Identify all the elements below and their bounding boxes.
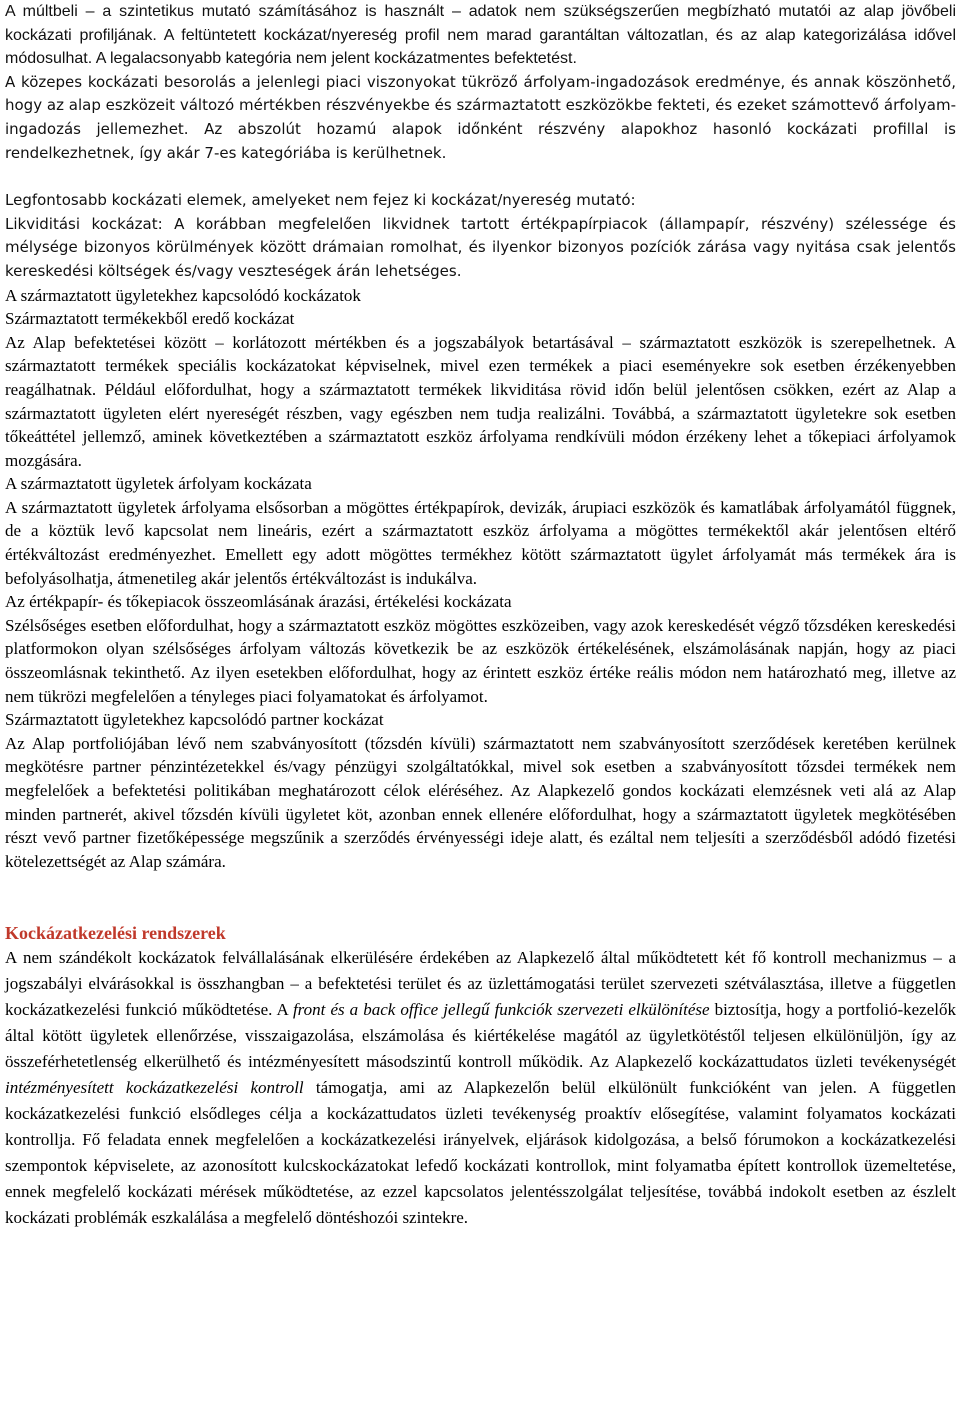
italic-phrase: front és a back office jellegű funkciók szervezeti elkülönítése xyxy=(292,1000,710,1020)
text-run: támogatja, ami az Alapkezelőn belül elkülönült funkcióként van jelen. A független kockázatkezelési funkció elsődleges célja a kockázattudatos üzleti tevékenység proaktív elősegítése, valamint folyamatos kockázati kontrollja. Fő feladata ennek megfelelően a kockázatkezelési irányelvek, eljárások kidolgozása, a belső fórumokon a kockázatkezelési szempontok képviselete, az azonosított kulcskockázatokat lefedő kockázati kontrollok, mint folyamatba épített kontrollok üzemeltetése, ennek megfelelő kockázati mérések működtetése, az ezzel kapcsolatos jelentésszolgálat teljesítése, továbbá indokolt esetben az észlelt kockázati problémák eszkalálása a megfelelő döntéshozói szintekre. xyxy=(5,1078,957,1228)
partner-risk-paragraph: Az Alap portfoliójában lévő nem szabványosított (tőzsdén kívüli) származtatott nem szabványosított szerződések keretében kerülnek megkötésre partner pénzintézetekkel és/vagy pénzügyi szolgáltatókkal, mivel sok esetben a szabványosított tőzsdei termékek nem megfelelőek a befektetési politikában meghatározott célok eléréséhez. Az Alapkezelő gondos kockázati elemzésnek veti alá az Alap minden partnerét, akivel tőzsdén kívüli ügyletet köt, azonban ennek ellenére előfordulhat, hogy a származtatott ügyletek megkötésében részt vevő partner fizetőképessége megszűnik a szerződés érvényességi ideje alatt, és ezáltal nem teljesíti a szerződésből adódó fizetési kötelezettségét az Alap számára. xyxy=(5,733,956,871)
section-title: Kockázatkezelési rendszerek xyxy=(5,923,226,944)
market-crash-risk-title: Az értékpapír- és tőkepiacok összeomlásának árazási, értékelési kockázata xyxy=(5,592,512,612)
intro-paragraph-2: A közepes kockázati besorolás a jelenlegi piaci viszonyokat tükröző árfolyam-ingadozások eredménye, és annak köszönhető, hogy az alap eszközeit változó mértékben részvényekbe és származtatott eszközökbe fekteti, és ezeket számottevő árfolyam-ingadozás jellemezhet. Az abszolút hozamú alapok időnként részvény alapokhoz hasonló kockázati profillal is rendelkezhetnek, így akár 7-es kategóriába is kerülhetnek. xyxy=(5,72,956,162)
risk-management-paragraph xyxy=(5,945,956,1231)
market-crash-risk-paragraph: Szélsőséges esetben előfordulhat, hogy a származtatott eszköz mögöttes eszközeiben, vagy azok kereskedését végző tőzsdéken kereskedési platformokon olyan szélsőséges árfolyam változás következik be az eszközök értékelésének, elszámolásának napján, hogy az piaci összeomlásnak tekinthető. Az ilyen esetekben előfordulhat, hogy az érintett eszköz értéke reális módon nem határozható meg, illetve az nem tükrözi megfelelően a tényleges piaci folyamatokat és árfolyamot. xyxy=(5,615,956,706)
derivative-price-risk-title: A származtatott ügyletek árfolyam kockázata xyxy=(5,474,312,494)
derivative-products-risk-title: Származtatott termékekből eredő kockázat xyxy=(5,309,295,329)
spacer xyxy=(5,165,956,189)
derivative-products-risk-paragraph: Az Alap befektetései között – korlátozott mértékben és a jogszabályok betartásával – származtatott eszközök is szerepelhetnek. A származtatott termékek speciális kockázatokat képviselnek, mivel ezen termékek a piaci eseményekre sok esetben érzékenyebben reagálhatnak. Például előfordulhat, hogy a származtatott termékek likviditása rövid időn belül jelentősen csökken, ezért az Alap a származtatott ügyleten elért nyereségét részben, vagy egészben nem tudja realizálni. Továbbá, a származtatott ügyletekre sok esetben tőkeáttétel jellemző, aminek következtében a származtatott eszköz árfolyama rendkívüli módon érzékeny lehet a tőkepiaci árfolyamok mozgására. xyxy=(5,332,956,470)
text-run: biztosítja, hogy a portfolió-kezelők által kötött ügyletek ellenőrzése, visszaigazolása, elszámolása és kiértékelése magától az ügyletkötéstől teljesen elkülönüljön, így az összeférhetetlenség elkerülhető és intézményesített másodszintű kontroll működik. Az Alapkezelő kockázattudatos üzleti tevékenységét xyxy=(5,1000,956,1072)
partner-risk-title: Származtatott ügyletekhez kapcsolódó partner kockázat xyxy=(5,710,384,730)
liquidity-risk-paragraph: Likviditási kockázat: A korábban megfelelően likvidnek tartott értékpapírpiacok (állampapír, részvény) szélessége és mélysége bizonyos körülmények között drámaian romolhat, és ilyenkor bizonyos pozíciók zárása vagy nyitása csak jelentős kereskedési költségek és/vagy veszteségek árán lehetséges. xyxy=(5,214,956,280)
derivatives-risk-title: A származtatott ügyletekhez kapcsolódó kockázatok xyxy=(5,285,361,305)
text-run: A nem szándékolt kockázatok felvállalásának elkerülésére érdekében az Alapkezelő által működtetett két fő kontroll mechanizmus – a jogszabályi elvárásokkal is összhangban – a befektetési terület és az üzlettámogatási terület szervezeti szétválasztása, illetve a független kockázatkezelési funkció működtetése. A xyxy=(5,948,956,1020)
spacer xyxy=(5,873,956,921)
derivative-price-risk-paragraph: A származtatott ügyletek árfolyama elsősorban a mögöttes értékpapírok, devizák, árupiaci eszközök és kamatlábak árfolyamától függnek, de a köztük levő kapcsolat nem lineáris, ezért a származtatott eszköz árfolyama a mögöttes termékektől akár jelentősen eltérő értékváltozást eredményezhet. Emellett egy adott mögöttes termékhez kötött származtatott ügylet árfolyamát más termékek ára is befolyásolhatja, átmenetileg akár jelentős értékváltozást is indukálva. xyxy=(5,497,956,588)
italic-phrase: intézményesített kockázatkezelési kontroll xyxy=(5,1078,304,1098)
risks-heading: Legfontosabb kockázati elemek, amelyeket nem fejez ki kockázat/nyereség mutató: xyxy=(5,191,636,210)
intro-paragraph-1: A múltbeli – a szintetikus mutató számításához is használt – adatok nem szükségszerűen megbízható mutatói az alap jövőbeli kockázati profiljának. A feltüntetett kockázat/nyereség profil nem marad garantáltan változatlan, és az alap kategorizálása idővel módosulhat. A legalacsonyabb kategória nem jelent kockázatmentes befektetést. xyxy=(5,3,956,68)
